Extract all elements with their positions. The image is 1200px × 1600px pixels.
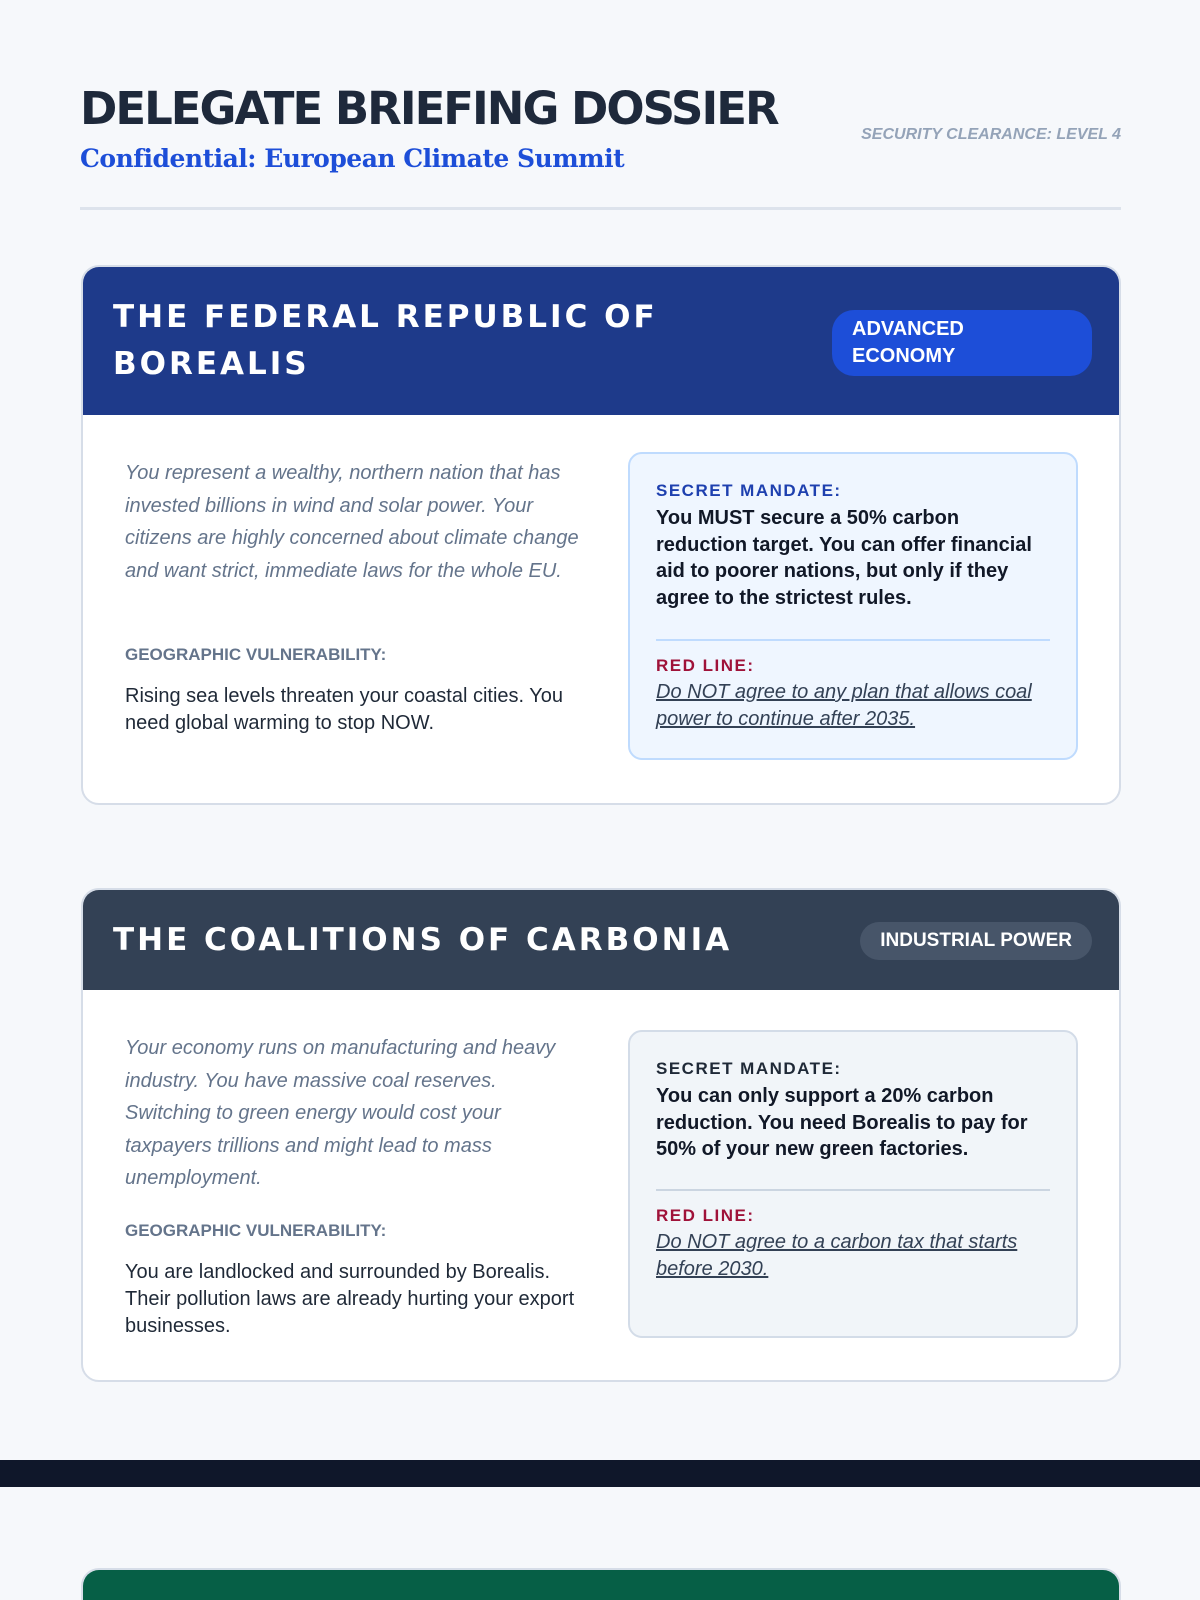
nation-card-header xyxy=(83,1570,1119,1600)
nation-card-header xyxy=(83,267,1119,415)
vulnerability-label: GEOGRAPHIC VULNERABILITY: xyxy=(125,645,387,664)
vulnerability-text: Rising sea levels threaten your coastal cities. You need global warming to stop NOW. xyxy=(125,685,564,734)
nation-intro: You represent a wealthy, northern nation that has invested billions in wind and solar power. Your citizens are highly concerned about climate change and want strict, immediate laws for the whole EU. xyxy=(125,462,579,582)
mandate-divider xyxy=(656,639,1050,641)
secret-mandate-label: SECRET MANDATE: xyxy=(656,481,842,500)
secret-mandate-label: SECRET MANDATE: xyxy=(656,1059,842,1078)
economy-badge: INDUSTRIAL POWER xyxy=(860,922,1092,960)
section-separator-band xyxy=(0,1460,1200,1487)
secret-mandate-text: You can only support a 20% carbon reduction. You need Borealis to pay for 50% of your new green factories. xyxy=(656,1085,1028,1160)
red-line-text: Do NOT agree to any plan that allows coal power to continue after 2035. xyxy=(656,681,1032,730)
nation-card-header xyxy=(83,890,1119,990)
vulnerability-text: You are landlocked and surrounded by Borealis. Their pollution laws are already hurting your export businesses. xyxy=(125,1261,575,1337)
economy-badge: ADVANCED ECONOMY xyxy=(832,310,1092,376)
red-line-label: RED LINE: xyxy=(656,656,755,675)
secret-mandate-box xyxy=(628,452,1078,760)
nation-card-borealis xyxy=(81,265,1121,805)
nation-name: THE FEDERAL REPUBLIC OF BOREALIS xyxy=(113,299,658,382)
nation-name: THE COALITIONS OF CARBONIA xyxy=(113,922,733,958)
secret-mandate-text: You MUST secure a 50% carbon reduction target. You can offer financial aid to poorer nations, but only if they agree to the strictest rules. xyxy=(656,507,1032,609)
nation-card-partial xyxy=(81,1568,1121,1600)
mandate-divider xyxy=(656,1189,1050,1191)
red-line-text: Do NOT agree to a carbon tax that starts before 2030. xyxy=(656,1230,1018,1280)
nation-card-carbonia xyxy=(81,888,1121,1382)
nation-intro: Your economy runs on manufacturing and heavy industry. You have massive coal reserves. Switching to green energy would cost your taxpayers trillions and might lead to mass unemployment. xyxy=(125,1037,556,1189)
dossier-header xyxy=(80,80,1121,210)
red-line-label: RED LINE: xyxy=(656,1205,755,1225)
security-clearance-label: SECURITY CLEARANCE: LEVEL 4 xyxy=(861,126,1121,143)
page-subtitle: Confidential: European Climate Summit xyxy=(80,144,625,173)
page-title: DELEGATE BRIEFING DOSSIER xyxy=(80,82,778,135)
vulnerability-label: GEOGRAPHIC VULNERABILITY: xyxy=(125,1221,387,1240)
secret-mandate-box xyxy=(628,1030,1078,1338)
